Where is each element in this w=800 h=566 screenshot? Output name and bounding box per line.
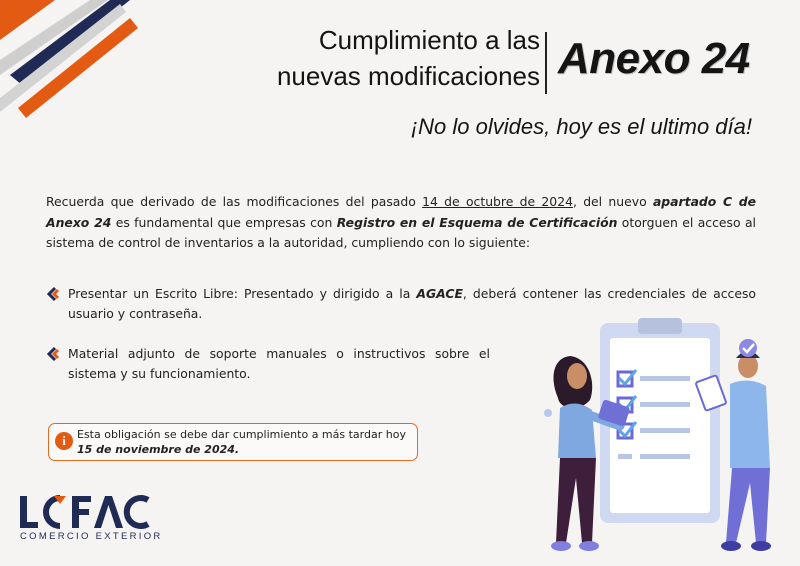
- chevron-bullet-icon: [46, 286, 62, 302]
- logo-tagline: COMERCIO EXTERIOR: [20, 531, 163, 542]
- reminder-text: ¡No lo olvides, hoy es el ultimo día!: [410, 114, 752, 139]
- registro-text: Registro en el Esquema de Certificación: [336, 214, 618, 230]
- deadline-notice: [48, 423, 418, 461]
- date-text: 14 de octubre de 2024: [422, 194, 573, 209]
- chevron-bullet-icon: [46, 346, 62, 362]
- title-line-2: nuevas modificaciones: [276, 61, 540, 91]
- list-item: Presentar un Escrito Libre: Presentado y dirigido a la AGACE, deberá contener las credenciales de acceso usuario y contraseña.: [46, 284, 756, 323]
- notice-text: Esta obligación se debe dar cumplimiento a más tardar hoy: [77, 428, 406, 441]
- title-divider: [545, 32, 547, 94]
- list-item: Material adjunto de soporte manuales o instructivos sobre el sistema y su funcionamiento.: [46, 344, 490, 383]
- page-title: [250, 22, 540, 94]
- checklist-illustration: [530, 318, 790, 563]
- deadline-date: 15 de noviembre de 2024.: [77, 443, 240, 456]
- intro-paragraph: Recuerda que derivado de las modificaciones del pasado 14 de octubre de 2024, del nuevo apartado C de Anexo 24 es fundamental que empresas con Registro en el Esquema de Certificación otorguen el acceso al sistema de control de inventarios a la autoridad, cumpliendo con lo siguiente:: [46, 194, 756, 250]
- corner-decoration: [0, 0, 150, 130]
- anexo-title: Anexo 24: [558, 34, 750, 83]
- title-line-1: Cumplimiento a las: [318, 25, 540, 55]
- apartado-text: apartado C de Anexo 24: [46, 194, 756, 230]
- info-icon: i: [55, 432, 73, 450]
